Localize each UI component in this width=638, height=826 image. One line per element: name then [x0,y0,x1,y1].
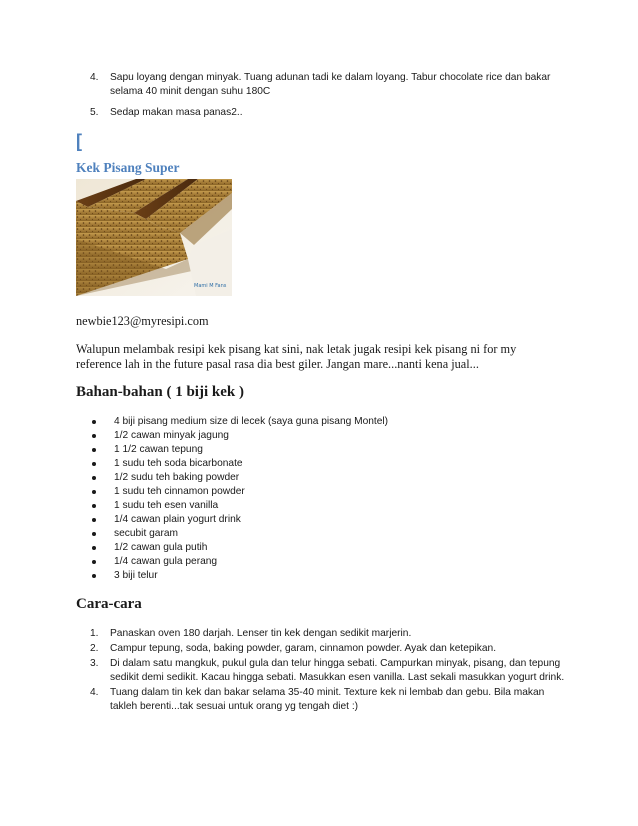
bullet-icon [92,546,96,550]
bullet-icon [92,420,96,424]
bullet-icon [92,504,96,508]
ingredient-text: 1/4 cawan gula perang [114,556,218,567]
bullet-icon [92,434,96,438]
list-item [90,457,388,471]
bullet-icon [92,532,96,536]
ingredients-heading: Bahan-bahan ( 1 biji kek ) [76,384,244,400]
step-number: 5. [90,107,99,118]
ingredient-text: 4 biji pisang medium size di lecek (saya guna pisang Montel) [114,416,389,427]
list-item [90,657,568,685]
list-item [90,541,388,555]
step-number: 4. [90,687,99,698]
step-number: 4. [90,72,99,83]
step-text: Tuang dalam tin kek dan bakar selama 35-40 minit. Texture kek ni lembab dan gebu. Bila makan takleh berenti...tak sesuai untuk orang yg tengah diet :) [110,687,545,712]
list-item [90,527,388,541]
ingredient-text: 1/2 cawan minyak jagung [114,430,229,441]
list-item [90,642,568,656]
ingredient-text: 1 sudu teh esen vanilla [114,500,219,511]
ingredient-text: secubit garam [114,528,178,539]
list-item [90,513,388,527]
bullet-icon [92,560,96,564]
ingredient-text: 3 biji telur [114,570,158,581]
previous-recipe-steps [90,71,580,127]
list-item [90,555,388,569]
list-item [90,471,388,485]
list-item [90,415,388,429]
bullet-icon [92,518,96,522]
bullet-icon [92,448,96,452]
ingredient-text: 1 sudu teh cinnamon powder [114,486,245,497]
list-item [90,443,388,457]
ingredient-text: 1/2 sudu teh baking powder [114,472,240,483]
list-item [90,485,388,499]
bullet-icon [92,476,96,480]
list-item [90,429,388,443]
banana-cake-photo [76,179,232,296]
list-item [90,569,388,583]
ingredients-list [90,415,388,583]
ingredient-text: 1/2 cawan gula putih [114,542,208,553]
step-text: Panaskan oven 180 darjah. Lenser tin kek dengan sedikit marjerin. [110,628,412,639]
ingredient-text: 1/4 cawan plain yogurt drink [114,514,241,525]
step-number: 2. [90,643,99,654]
banana-cake-photo-icon [76,179,232,296]
bullet-icon [92,574,96,578]
steps-list [90,627,568,715]
step-text: Di dalam satu mangkuk, pukul gula dan telur hingga sebati. Campurkan minyak, pisang, dan tepung sedikit demi sedikit. Kacau hingga sebati. Masukkan esen vanilla. Last sekali masukkan yogurt drink. [110,658,565,683]
step-text: Campur tepung, soda, baking powder, garam, cinnamon powder. Ayak dan ketepikan. [110,643,497,654]
bullet-icon [92,490,96,494]
photo-watermark: Mami M Fans [194,283,227,289]
step-text: Sapu loyang dengan minyak. Tuang adunan tadi ke dalam loyang. Tabur chocolate rice dan bakar selama 40 minit dengan suhu 180C [110,72,551,97]
intro-paragraph: Walupun melambak resipi kek pisang kat sini, nak letak jugak resipi kek pisang ni for my reference lah in the future pasal rasa dia best giler. Jangan mare...nanti kena jual... [76,342,517,371]
list-item [90,686,568,714]
list-item [90,499,388,513]
list-item [90,106,580,120]
list-item [90,627,568,641]
step-text: Sedap makan masa panas2.. [110,107,243,118]
bullet-icon [92,462,96,466]
step-number: 3. [90,658,99,669]
ingredient-text: 1 1/2 cawan tepung [114,444,203,455]
bracket-mark: [ [76,131,82,151]
recipe-title: Kek Pisang Super [76,160,180,175]
list-item [90,71,580,99]
ingredient-text: 1 sudu teh soda bicarbonate [114,458,243,469]
step-number: 1. [90,628,99,639]
steps-heading: Cara-cara [76,596,142,612]
author-email: newbie123@myresipi.com [76,314,209,328]
